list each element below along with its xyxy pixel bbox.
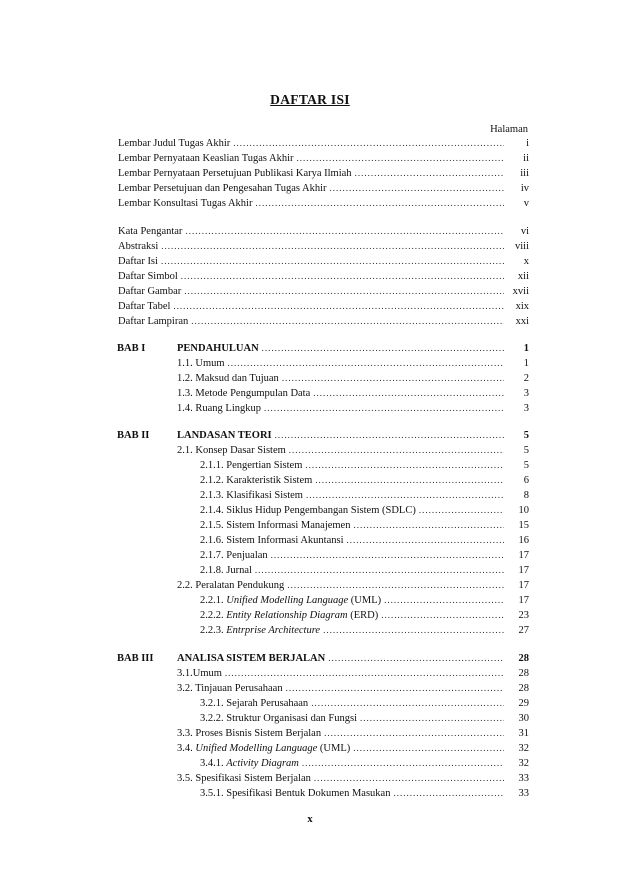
- entry-page: 31: [518, 728, 529, 739]
- entry-label: Daftar Lampiran: [118, 316, 189, 327]
- entry-label: 2.1.1. Pengertian Sistem: [200, 460, 303, 471]
- entry-label-suffix: (UML): [319, 743, 351, 754]
- page-number: x: [307, 814, 313, 825]
- page-column-header: Halaman: [490, 124, 528, 135]
- toc-entry: [118, 183, 529, 197]
- entry-page: x: [523, 256, 529, 267]
- page-title: DAFTAR ISI: [270, 92, 350, 107]
- entry-label: Lembar Pernyataan Keaslian Tugas Akhir: [118, 153, 294, 164]
- entry-page: 33: [518, 788, 529, 799]
- entry-label: Daftar Isi: [118, 256, 158, 267]
- entry-page: 5: [523, 430, 529, 441]
- toc-entry: [177, 743, 529, 757]
- entry-number: 3.4.1.: [200, 758, 224, 769]
- entry-page: xix: [515, 301, 529, 312]
- entry-page: 15: [518, 520, 529, 531]
- entry-label-suffix: (UML): [350, 595, 382, 606]
- entry-page: 1: [523, 358, 529, 369]
- entry-page: 32: [518, 743, 529, 754]
- entry-page: 23: [518, 610, 529, 621]
- chapter-heading: [117, 653, 529, 667]
- entry-page: 10: [518, 505, 529, 516]
- chapter-heading: [117, 430, 529, 444]
- entry-page: 33: [518, 773, 529, 784]
- entry-label: Abstraksi: [118, 241, 159, 252]
- toc-entry: [177, 388, 529, 402]
- toc-entry: [118, 271, 529, 285]
- toc-entry: [118, 168, 529, 182]
- chapter-heading: [117, 343, 529, 357]
- toc-entry: [118, 241, 529, 255]
- toc-entry: [118, 316, 529, 330]
- entry-label: 3.5. Spesifikasi Sistem Berjalan: [177, 773, 311, 784]
- entry-page: 29: [518, 698, 529, 709]
- entry-label: 2.1.6. Sistem Informasi Akuntansi: [200, 535, 344, 546]
- entry-page: 17: [518, 565, 529, 576]
- toc-entry: [200, 535, 529, 549]
- entry-number: 2.2.1.: [200, 595, 224, 606]
- entry-page: 30: [518, 713, 529, 724]
- chapter-title: LANDASAN TEORI: [177, 430, 272, 441]
- chapter-number: BAB III: [117, 653, 154, 664]
- entry-label: 2.2. Peralatan Pendukung: [177, 580, 285, 591]
- entry-label: 1.4. Ruang Lingkup: [177, 403, 261, 414]
- entry-label: 3.3. Proses Bisnis Sistem Berjalan: [177, 728, 322, 739]
- entry-page: 1: [523, 343, 529, 354]
- entry-page: 17: [518, 550, 529, 561]
- entry-label: 3.2. Tinjauan Perusahaan: [177, 683, 283, 694]
- entry-page: 32: [518, 758, 529, 769]
- chapter-number: BAB I: [117, 343, 146, 354]
- toc-entry: [200, 610, 529, 624]
- toc-entry: [200, 505, 529, 519]
- toc-entry: [200, 520, 529, 534]
- entry-label: 3.1.Umum: [177, 668, 222, 679]
- entry-page: ii: [523, 153, 529, 164]
- toc-entry: [177, 773, 529, 787]
- entry-label-italic: Unified Modelling Language: [226, 595, 349, 606]
- toc-entry: [200, 758, 529, 772]
- entry-label: 2.1.2. Karakteristik Sistem: [200, 475, 313, 486]
- toc-entry: [200, 625, 529, 639]
- entry-label: Lembar Persetujuan dan Pengesahan Tugas Akhir: [118, 183, 327, 194]
- toc-entry: [200, 460, 529, 474]
- entry-label: 2.1. Konsep Dasar Sistem: [177, 445, 286, 456]
- entry-label: 2.1.8. Jurnal: [200, 565, 252, 576]
- entry-page: 5: [523, 445, 529, 456]
- entry-page: 2: [523, 373, 529, 384]
- entry-page: 17: [518, 580, 529, 591]
- toc-entry: [118, 256, 529, 270]
- toc-entry: [118, 286, 529, 300]
- entry-label: 1.1. Umum: [177, 358, 225, 369]
- toc-entry: [118, 198, 529, 212]
- entry-label-suffix: (ERD): [350, 610, 379, 621]
- chapter-number: BAB II: [117, 430, 150, 441]
- toc-entry: [177, 668, 529, 682]
- toc-entry: [118, 153, 529, 167]
- chapter-title: ANALISA SISTEM BERJALAN: [177, 653, 326, 664]
- entry-page: i: [526, 138, 529, 149]
- entry-page: vi: [520, 226, 529, 237]
- entry-label: 2.1.7. Penjualan: [200, 550, 268, 561]
- entry-page: xii: [517, 271, 529, 282]
- toc-entry: [200, 595, 529, 609]
- toc-entry: [200, 713, 529, 727]
- toc-entry: [200, 565, 529, 579]
- toc-entry: [177, 403, 529, 417]
- entry-page: v: [523, 198, 529, 209]
- toc-entry: [177, 683, 529, 697]
- toc-entry: [200, 788, 529, 802]
- entry-number: 3.4.: [177, 743, 193, 754]
- entry-label: 3.5.1. Spesifikasi Bentuk Dokumen Masukan: [200, 788, 391, 799]
- entry-page: xxi: [515, 316, 529, 327]
- toc-entry: [177, 580, 529, 594]
- entry-page: viii: [514, 241, 529, 252]
- entry-label-italic: Entity Relationship Diagram: [226, 610, 348, 621]
- entry-number: 2.2.2.: [200, 610, 224, 621]
- entry-label: Lembar Judul Tugas Akhir: [118, 138, 231, 149]
- entry-page: 8: [523, 490, 529, 501]
- toc-entry: [200, 698, 529, 712]
- entry-label: Daftar Tabel: [118, 301, 171, 312]
- entry-label-italic: Activity Diagram: [226, 758, 299, 769]
- entry-label: Lembar Pernyataan Persetujuan Publikasi Karya Ilmiah: [118, 168, 352, 179]
- entry-page: 28: [518, 668, 529, 679]
- entry-label: 3.2.2. Struktur Organisasi dan Fungsi: [200, 713, 358, 724]
- entry-label: 3.2.1. Sejarah Perusahaan: [200, 698, 309, 709]
- entry-page: 16: [518, 535, 529, 546]
- toc-entry: [118, 226, 529, 240]
- entry-label: Kata Pengantar: [118, 226, 183, 237]
- toc-entry: [177, 373, 529, 387]
- toc-entry: [118, 301, 529, 315]
- entry-page: 28: [518, 653, 529, 664]
- toc-entry: [118, 138, 529, 152]
- chapter-title: PENDAHULUAN: [177, 343, 259, 354]
- entry-label: 2.1.4. Siklus Hidup Pengembangan Sistem (SDLC): [200, 505, 416, 516]
- entry-page: iii: [520, 168, 529, 179]
- entry-label: 2.1.3. Klasifikasi Sistem: [200, 490, 303, 501]
- entry-number: 2.2.3.: [200, 625, 224, 636]
- entry-page: 5: [523, 460, 529, 471]
- entry-label: Daftar Simbol: [118, 271, 178, 282]
- toc-entry: [177, 358, 529, 372]
- toc-entry: [200, 550, 529, 564]
- entry-label-italic: Entrprise Architecture: [226, 625, 321, 636]
- entry-label: 2.1.5. Sistem Informasi Manajemen: [200, 520, 351, 531]
- entry-page: iv: [520, 183, 529, 194]
- entry-label-italic: Unified Modelling Language: [195, 743, 318, 754]
- toc-entry: [177, 445, 529, 459]
- entry-label: Lembar Konsultasi Tugas Akhir: [118, 198, 253, 209]
- toc-entry: [200, 475, 529, 489]
- entry-label: Daftar Gambar: [118, 286, 182, 297]
- entry-page: 28: [518, 683, 529, 694]
- entry-page: 17: [518, 595, 529, 606]
- entry-page: xvii: [512, 286, 529, 297]
- entry-page: 6: [523, 475, 529, 486]
- entry-label: 1.2. Maksud dan Tujuan: [177, 373, 279, 384]
- entry-page: 3: [523, 403, 529, 414]
- entry-page: 3: [523, 388, 529, 399]
- toc-entry: [177, 728, 529, 742]
- entry-page: 27: [518, 625, 529, 636]
- entry-label: 1.3. Metode Pengumpulan Data: [177, 388, 311, 399]
- toc-entry: [200, 490, 529, 504]
